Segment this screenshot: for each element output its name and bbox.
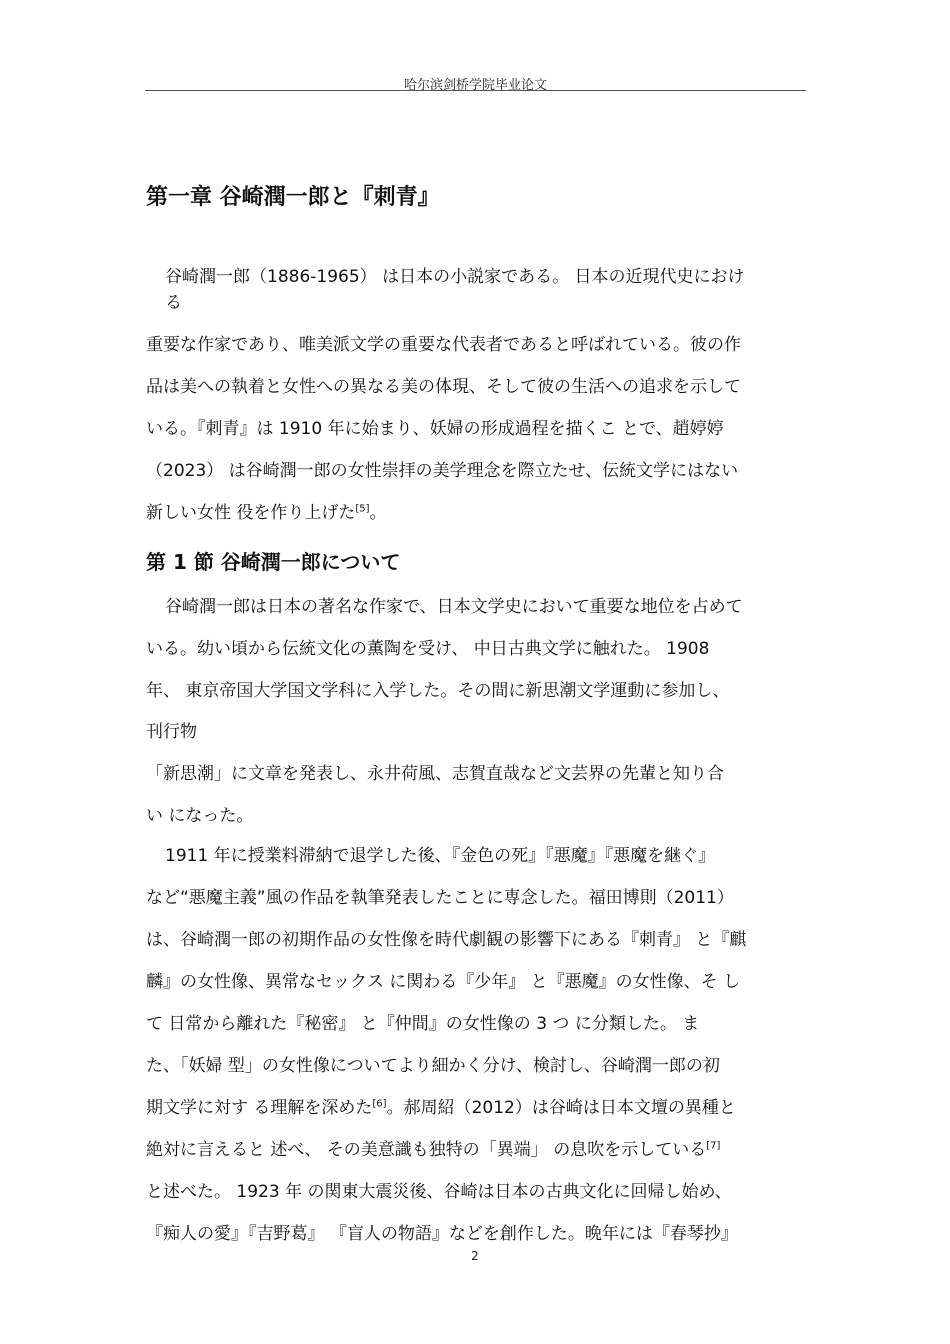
body-line: た、「妖婦 型」の女性像についてより細かく分け、検討し、谷崎潤一郎の初 bbox=[146, 1056, 720, 1076]
intro-line-text: 。 bbox=[369, 503, 387, 523]
intro-line: 谷崎潤一郎（1886-1965） は日本の小説家である。 日本の近現代史におけ bbox=[165, 267, 745, 287]
chapter-title: 第一章 谷崎潤一郎と『刺青』 bbox=[146, 185, 440, 210]
running-header: 哈尔滨剑桥学院毕业论文 bbox=[403, 78, 547, 93]
intro-line: いる。『刺青』は 1910 年に始まり、妖婦の形成過程を描くこ とで、趙婷婷 bbox=[146, 419, 724, 439]
body-line bbox=[146, 1139, 720, 1161]
body-line: いる。幼い頃から伝統文化の薫陶を受け、 中日古典文学に触れた。 1908 bbox=[146, 639, 710, 659]
body-line: 『痴人の愛』『吉野葛』 『盲人の物語』などを創作した。晩年には『春琴抄』 bbox=[146, 1224, 738, 1244]
section-title: 第 1 節 谷崎潤一郎について bbox=[146, 550, 401, 574]
body-line: など“悪魔主義”風の作品を執筆発表したことに専念した。福田博則（2011） bbox=[146, 888, 734, 908]
citation-marker: [5] bbox=[355, 503, 370, 515]
body-line: 刊行物 bbox=[146, 722, 197, 742]
body-line: と述べた。 1923 年 の関東大震災後、谷崎は日本の古典文化に回帰し始め、 bbox=[146, 1182, 732, 1202]
intro-line: る bbox=[165, 293, 182, 313]
body-line-text: 期文学に対す る理解を深めた bbox=[146, 1098, 373, 1118]
intro-line bbox=[146, 502, 387, 524]
body-line: 谷崎潤一郎は日本の著名な作家で、日本文学史において重要な地位を占めて bbox=[165, 597, 743, 617]
body-line: 年、 東京帝国大学国文学科に入学した。その間に新思潮文学運動に参加し、 bbox=[146, 681, 730, 701]
intro-line: 重要な作家であり、唯美派文学の重要な代表者であると呼ばれている。彼の作 bbox=[146, 335, 741, 355]
intro-line: 品は美への執着と女性への異なる美の体現、そして彼の生活への追求を示して bbox=[146, 377, 741, 397]
body-line: 1911 年に授業料滞納で退学した後、『金色の死』『悪魔』『悪魔を継ぐ』 bbox=[165, 846, 716, 866]
intro-line-text: 新しい女性 役を作り上げた bbox=[146, 503, 356, 523]
header-rule bbox=[145, 90, 806, 91]
intro-line: （2023） は谷崎潤一郎の女性崇拝の美学理念を際立たせ、伝統文学にはない bbox=[146, 461, 739, 481]
body-line: は、谷崎潤一郎の初期作品の女性像を時代劇観の影響下にある『刺青』 と『麒 bbox=[146, 930, 747, 950]
page-number: 2 bbox=[471, 1249, 479, 1263]
citation-marker: [6] bbox=[372, 1098, 387, 1110]
citation-marker: [7] bbox=[706, 1140, 721, 1152]
body-line: 「新思潮」に文章を発表し、永井荷風、志賀直哉など文芸界の先輩と知り合 bbox=[146, 764, 724, 784]
body-line-text: 。郝周紹（2012）は谷崎は日本文壇の異種と bbox=[386, 1098, 736, 1118]
body-line: い になった。 bbox=[146, 806, 254, 826]
body-line-text: 絶対に言えると 述べ、 その美意識も独特の「異端」 の息吹を示している bbox=[146, 1140, 707, 1160]
body-line bbox=[146, 1097, 736, 1119]
body-line: 麟』の女性像、異常なセックス に関わる『少年』 と『悪魔』の女性像、そ し bbox=[146, 972, 741, 992]
body-line: て 日常から離れた『秘密』 と『仲間』の女性像の 3 つ に分類した。 ま bbox=[146, 1014, 700, 1034]
